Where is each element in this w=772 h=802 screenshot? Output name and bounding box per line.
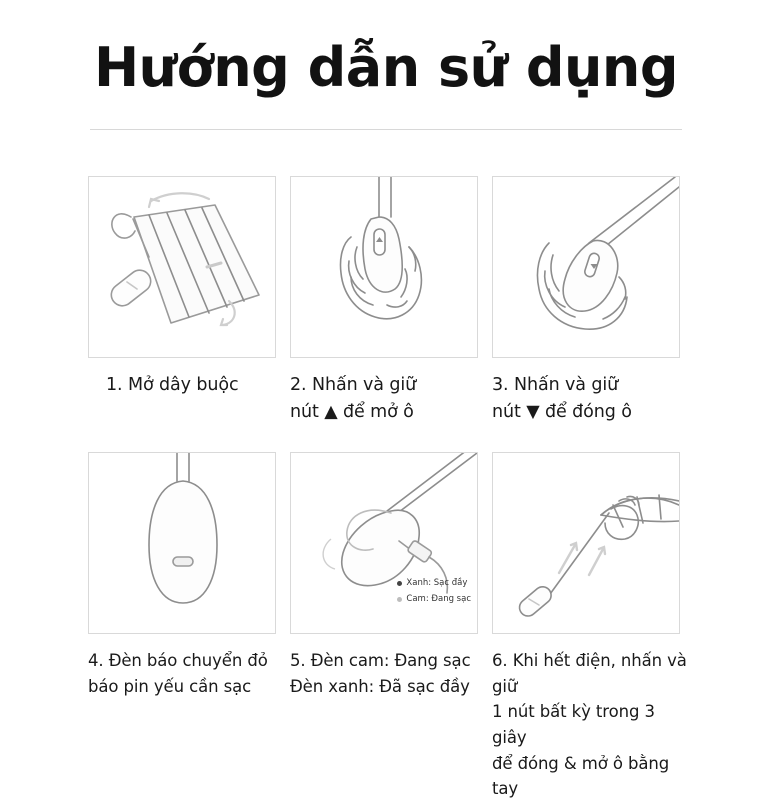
step-card-2 [290, 176, 486, 426]
title-divider [90, 129, 682, 130]
step-card-6 [492, 426, 688, 801]
step-card-3 [492, 176, 688, 426]
step-card-5 [290, 426, 486, 801]
step-5-caption-line-2: Đèn xanh: Đã sạc đầy [290, 676, 470, 696]
step-4-caption-line-1: 4. Đèn báo chuyển đỏ [88, 651, 268, 671]
legend-item-orange [397, 591, 471, 607]
step-1-caption [88, 372, 284, 399]
step-4-illustration [88, 452, 276, 634]
step-card-1 [88, 176, 284, 426]
legend-dot-orange-icon [397, 597, 402, 602]
step-6-caption [492, 648, 688, 801]
step-6-caption-line-1: 6. Khi hết điện, nhấn và giữ [492, 651, 687, 696]
page-title: Hướng dẫn sử dụng [93, 36, 679, 99]
step-5-illustration [290, 452, 478, 634]
step-5-legend [397, 575, 471, 607]
legend-dot-green-icon [397, 581, 402, 586]
legend-label-orange: Cam: Đang sạc [406, 594, 471, 605]
steps-grid [88, 176, 688, 802]
legend-label-green: Xanh: Sạc đầy [406, 577, 468, 588]
step-2-caption-line-1: 2. Nhấn và giữ [290, 375, 417, 395]
step-1-illustration [88, 176, 276, 358]
step-3-illustration [492, 176, 680, 358]
step-5-caption [290, 648, 486, 699]
step-2-caption [290, 372, 486, 426]
step-1-caption-line-1: 1. Mở dây buộc [106, 375, 239, 395]
step-3-caption-line-2: nút ▼ để đóng ô [492, 402, 632, 423]
step-6-caption-line-3: để đóng & mở ô bằng tay [492, 753, 670, 799]
legend-item-green [397, 575, 471, 591]
step-6-caption-line-2: 1 nút bất kỳ trong 3 giây [492, 702, 655, 747]
step-6-illustration [492, 452, 680, 634]
step-3-caption-line-1: 3. Nhấn và giữ [492, 375, 619, 395]
step-2-illustration [290, 176, 478, 358]
step-4-caption [88, 648, 284, 699]
step-5-caption-line-1: 5. Đèn cam: Đang sạc [290, 651, 471, 671]
step-2-caption-line-2: nút ▲ để mở ô [290, 402, 414, 423]
step-4-caption-line-2: báo pin yếu cần sạc [88, 676, 252, 696]
step-card-4 [88, 426, 284, 801]
step-3-caption [492, 372, 688, 426]
